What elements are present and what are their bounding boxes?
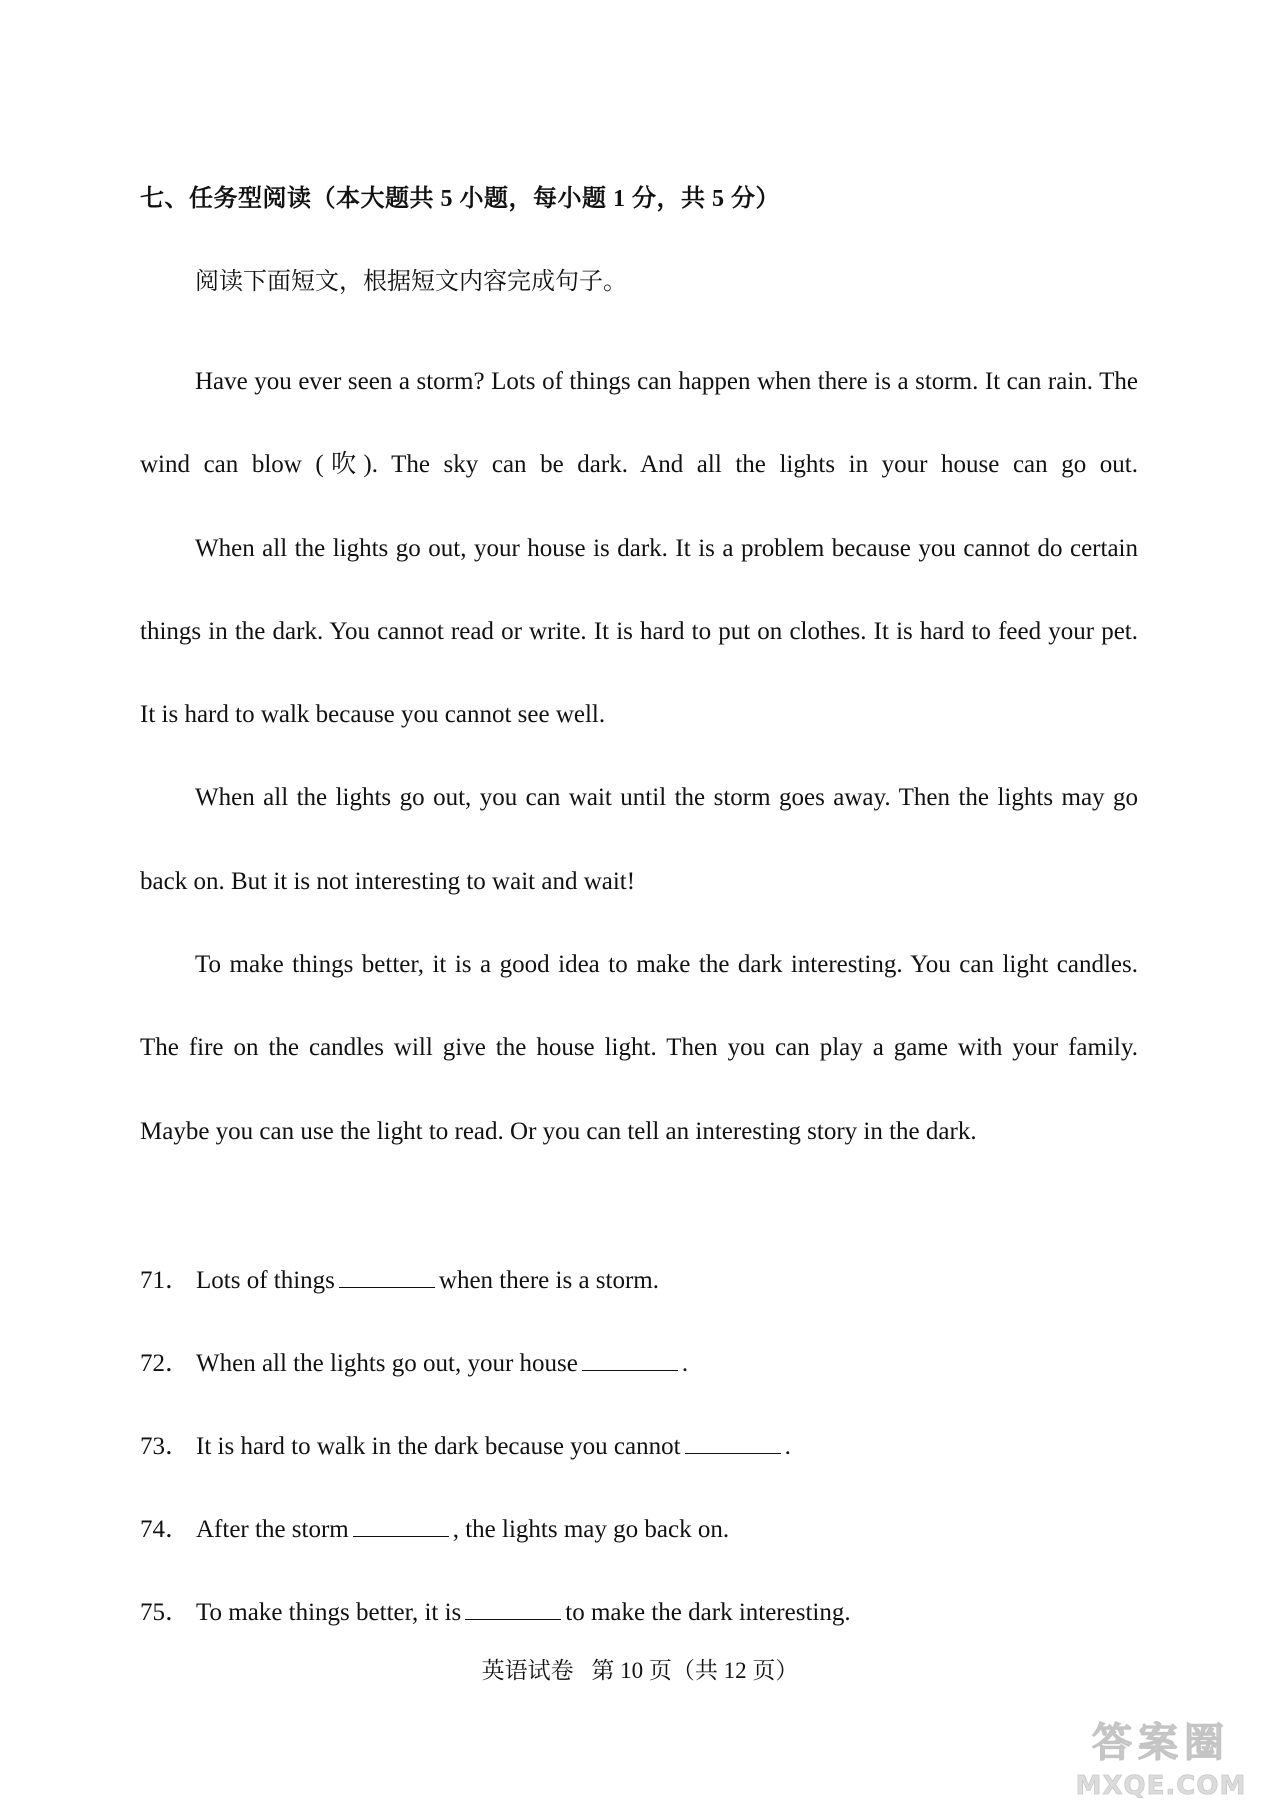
question-number: 74． [140, 1516, 191, 1543]
question-text-before: To make things better, it is [196, 1599, 462, 1626]
question-text-before: After the storm [196, 1516, 349, 1543]
answer-blank[interactable] [685, 1433, 781, 1454]
passage-paragraph-1: Have you ever seen a storm? Lots of things can happen when there is a storm. It can rain. The wind can blow (吹). The sky can be dark. And all the lights in your house can go out. [140, 368, 1138, 479]
question-text-after: to make the dark interesting. [565, 1599, 851, 1626]
watermark-bottom-text: MXQE.COM [1075, 1771, 1247, 1801]
question-text-after: . [784, 1433, 791, 1460]
question-72 [140, 1338, 1138, 1421]
question-text-after: when there is a storm. [438, 1267, 659, 1294]
question-73 [140, 1421, 1138, 1504]
passage-paragraph-4: To make things better, it is a good idea to make the dark interesting. You can light candles. The fire on the candles will give the house light. Then you can play a game with your family. Maybe you can use the light to read. Or you can tell an interesting story in the dark. [140, 951, 1138, 1145]
footer-subject: 英语试卷 [481, 1658, 574, 1683]
question-number: 73． [140, 1433, 191, 1460]
question-number: 75． [140, 1599, 191, 1626]
answer-blank[interactable] [582, 1350, 678, 1371]
question-text-before: Lots of things [196, 1267, 335, 1294]
footer-page-info: 第 10 页（共 12 页） [591, 1658, 799, 1683]
page-footer [0, 1652, 1280, 1685]
passage-paragraph-3: When all the lights go out, you can wait until the storm goes away. Then the lights may go back on. But it is not interesting to wait and wait! [140, 784, 1138, 895]
question-list [140, 1255, 1138, 1670]
question-71 [140, 1255, 1138, 1338]
answer-blank[interactable] [353, 1516, 449, 1537]
watermark-logo [1056, 1711, 1266, 1801]
question-number: 72． [140, 1350, 191, 1377]
question-text-after: . [681, 1350, 689, 1377]
question-text-before: It is hard to walk in the dark because you cannot [196, 1433, 681, 1460]
question-74 [140, 1504, 1138, 1587]
question-text-before: When all the lights go out, your house [196, 1350, 578, 1377]
question-number: 71． [140, 1267, 191, 1294]
answer-blank[interactable] [465, 1599, 561, 1620]
question-text-after: , the lights may go back on. [452, 1516, 730, 1543]
instruction-text: 阅读下面短文，根据短文内容完成句子。 [195, 269, 627, 295]
reading-passage [140, 340, 1138, 1173]
answer-blank[interactable] [339, 1267, 435, 1288]
passage-paragraph-2: When all the lights go out, your house is dark. It is a problem because you cannot do certain things in the dark. You cannot read or write. It is hard to put on clothes. It is hard to feed your pet. It is hard to walk because you cannot see well. [140, 534, 1138, 729]
watermark-top-text: 答案圈 [1092, 1720, 1230, 1766]
section-title: 七、任务型阅读（本大题共 5 小题，每小题 1 分，共 5 分） [140, 186, 780, 212]
